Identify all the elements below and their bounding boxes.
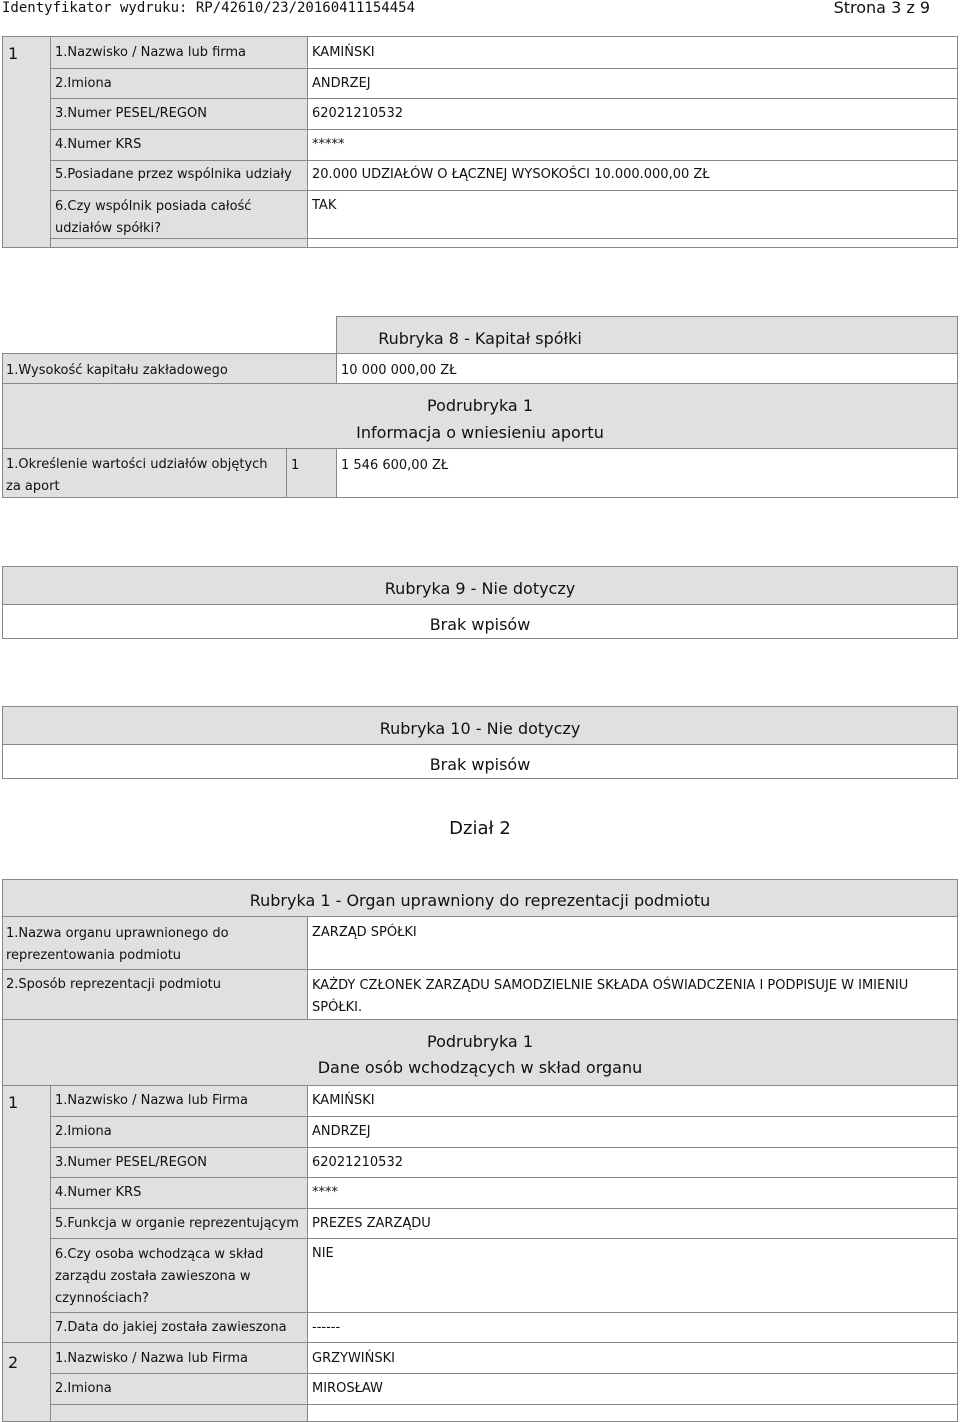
partner-index: 1	[8, 44, 19, 63]
member1-value-column	[307, 1085, 958, 1343]
rubryka9-empty: Brak wpisów	[429, 615, 531, 634]
organ-members-subrubryka-title: Podrubryka 1	[427, 1032, 533, 1051]
page-number: Strona 3 z 9	[833, 0, 930, 17]
member1-value: ------	[312, 1320, 341, 1335]
member1-label: 2.Imiona	[55, 1124, 112, 1139]
member1-label: 6.Czy osoba wchodząca w skład zarządu została zawieszona w czynnościach?	[55, 1247, 264, 1306]
member1-value: 62021210532	[312, 1155, 403, 1170]
member2-value: MIROSŁAW	[312, 1381, 383, 1396]
member1-value: PREZES ZARZĄDU	[312, 1216, 431, 1231]
partner-label: 2.Imiona	[55, 76, 112, 91]
member2-value-column	[307, 1342, 958, 1422]
partner-label: 6.Czy wspólnik posiada całość udziałów spółki?	[55, 199, 252, 236]
member1-value: ANDRZEJ	[312, 1124, 371, 1139]
member1-value: NIE	[312, 1246, 334, 1261]
organ-members-subrubryka-subtitle: Dane osób wchodzących w skład organu	[317, 1058, 643, 1077]
dzial2-title: Dział 2	[449, 818, 511, 839]
capital-label: 1.Wysokość kapitału zakładowego	[6, 363, 228, 378]
partner-label: 5.Posiadane przez wspólnika udziały	[55, 167, 292, 182]
member2-label: 1.Nazwisko / Nazwa lub Firma	[55, 1351, 248, 1366]
print-identifier: Identyfikator wydruku: RP/42610/23/20160411154454	[2, 0, 416, 16]
rubryka10-empty: Brak wpisów	[429, 755, 531, 774]
member1-index-cell	[2, 1085, 51, 1343]
member1-index: 1	[8, 1093, 19, 1112]
member1-value: ****	[312, 1185, 338, 1200]
member1-label: 3.Numer PESEL/REGON	[55, 1155, 207, 1170]
organ-label: 1.Nazwa organu uprawnionego do reprezentowania podmiotu	[6, 926, 229, 963]
partner-value: KAMIŃSKI	[312, 45, 375, 60]
aport-index: 1	[291, 458, 300, 473]
member1-label: 4.Numer KRS	[55, 1185, 142, 1200]
partner-label: 4.Numer KRS	[55, 137, 142, 152]
capital-value: 10 000 000,00 ZŁ	[341, 363, 457, 378]
aport-subrubryka-title: Podrubryka 1	[427, 396, 533, 415]
aport-subrubryka-subtitle: Informacja o wniesieniu aportu	[356, 423, 604, 442]
rubryka10-title: Rubryka 10 - Nie dotyczy	[379, 719, 581, 738]
rubryka9-title: Rubryka 9 - Nie dotyczy	[384, 579, 576, 598]
partner-label: 1.Nazwisko / Nazwa lub firma	[55, 45, 247, 60]
member2-index: 2	[8, 1353, 19, 1372]
repr-value: KAŻDY CZŁONEK ZARZĄDU SAMODZIELNIE SKŁADA OŚWIADCZENIA I PODPISUJE W IMIENIU SPÓŁKI.	[312, 978, 909, 1015]
member2-value: GRZYWIŃSKI	[312, 1351, 395, 1366]
partner-value: *****	[312, 137, 345, 152]
member1-label: 7.Data do jakiej została zawieszona	[55, 1320, 287, 1335]
partner-value: TAK	[312, 198, 337, 213]
rubryka8-title: Rubryka 8 - Kapitał spółki	[378, 329, 582, 348]
partner-label: 3.Numer PESEL/REGON	[55, 106, 207, 121]
partner-value: ANDRZEJ	[312, 76, 371, 91]
partner-value: 62021210532	[312, 106, 403, 121]
partner-index-cell	[2, 36, 51, 248]
member1-label: 1.Nazwisko / Nazwa lub Firma	[55, 1093, 248, 1108]
aport-value: 1 546 600,00 ZŁ	[341, 458, 449, 473]
member1-label: 5.Funkcja w organie reprezentującym	[55, 1216, 299, 1231]
partner-value: 20.000 UDZIAŁÓW O ŁĄCZNEJ WYSOKOŚCI 10.000.000,00 ZŁ	[312, 167, 710, 182]
repr-label: 2.Sposób reprezentacji podmiotu	[6, 977, 221, 992]
aport-label: 1.Określenie wartości udziałów objętych za aport	[6, 457, 268, 494]
organ-value: ZARZĄD SPÓŁKI	[312, 925, 417, 940]
member1-value: KAMIŃSKI	[312, 1093, 375, 1108]
member2-label: 2.Imiona	[55, 1381, 112, 1396]
dzial2-rubryka1-title: Rubryka 1 - Organ uprawniony do reprezentacji podmiotu	[249, 891, 711, 910]
